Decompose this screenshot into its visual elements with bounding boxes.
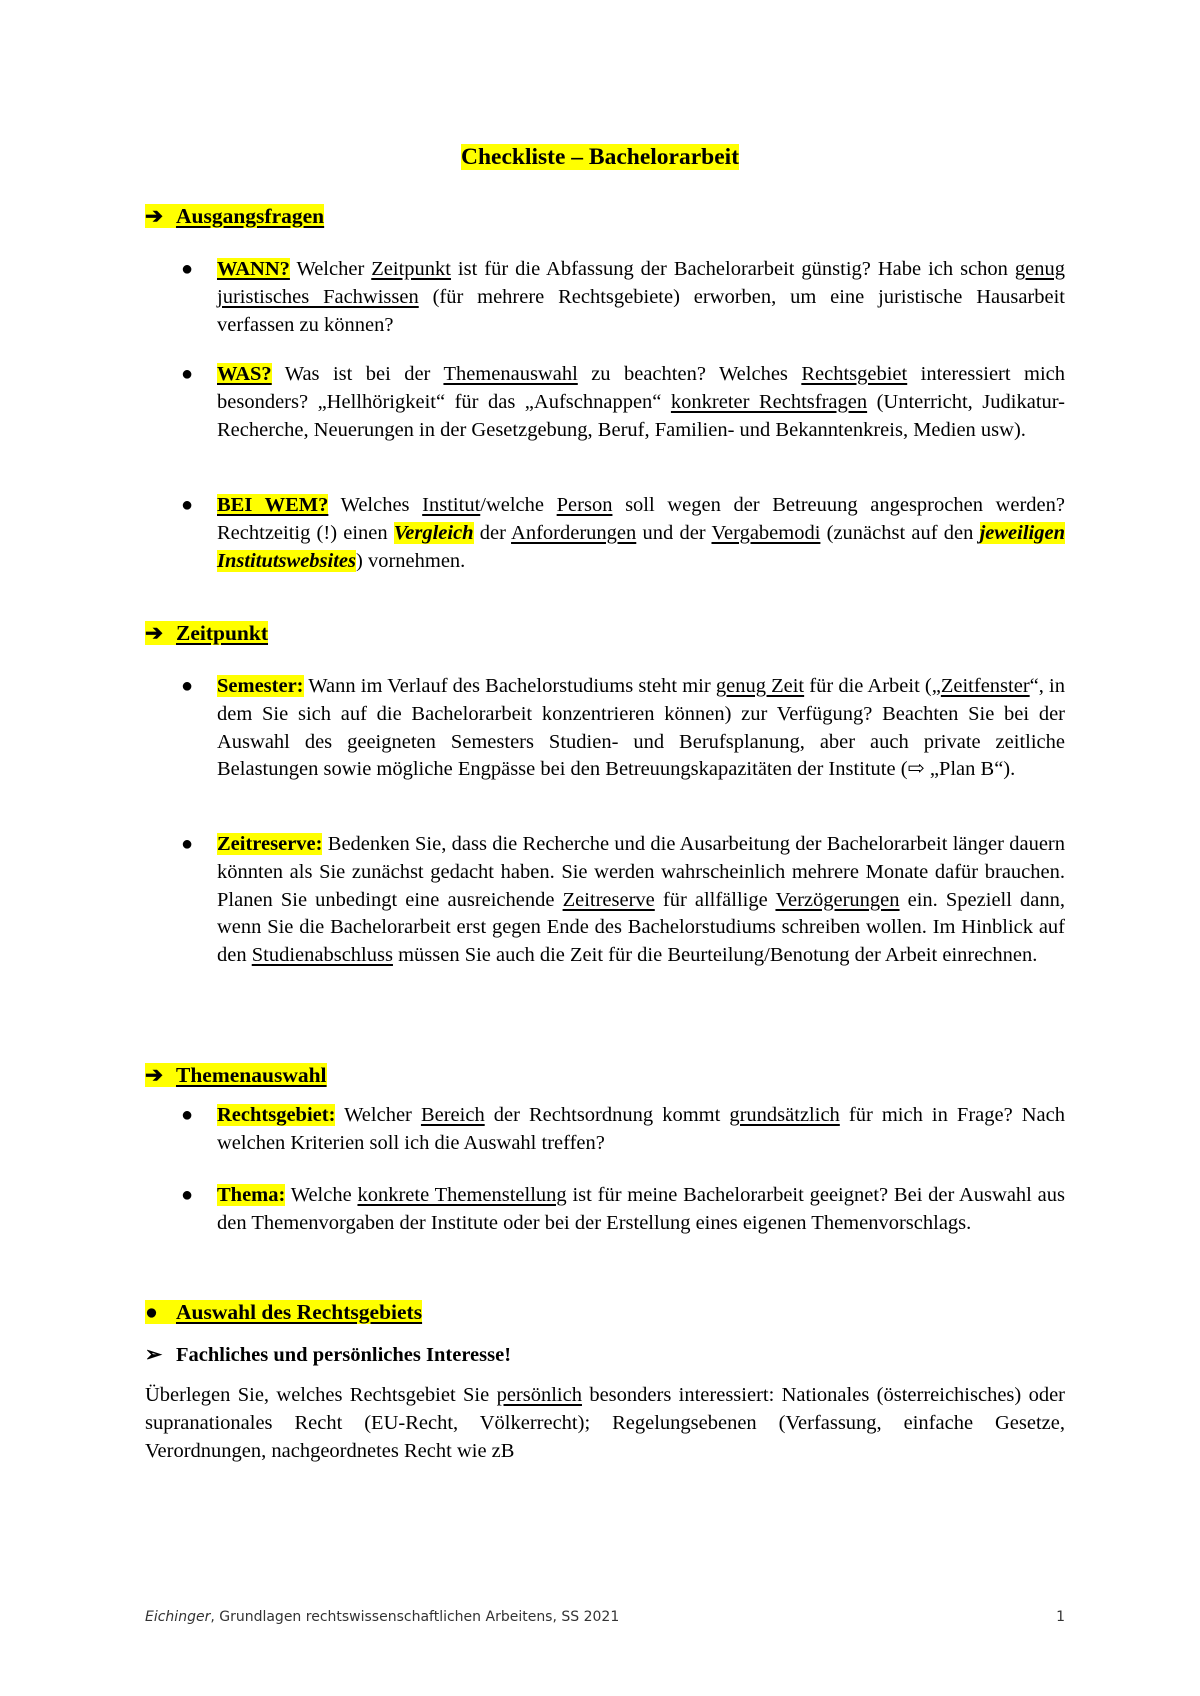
list-item-semester: ● Semester: Wann im Verlauf des Bachelorstudiums steht mir genug Zeit für die Arbeit („Zeitfenster“, in dem Sie sich auf die Bachelorarbeit konzentrieren können) zur Verfügung? Beachten Sie bei der Auswahl des geeigneten Semesters Studien- und Berufsplanung, aber auch private zeitliche Belastungen sowie mögliche Engpässe bei den Betreuungskapazitäten der Institute (⇨ „Plan B“).	[181, 675, 1065, 781]
bullet-icon: ●	[181, 833, 194, 855]
list-item-zeitreserve: ● Zeitreserve: Bedenken Sie, dass die Recherche und die Ausarbeitung der Bachelorarbeit länger dauern könnten als Sie zunächst gedacht haben. Sie werden wahrscheinlich mehrere Monate dafür brauchen. Planen Sie unbedingt eine ausreichende Zeitreserve für allfällige Verzögerungen ein. Speziell dann, wenn Sie die Bachelorarbeit erst gegen Ende des Bachelorstudiums schreiben wollen. Im Hinblick auf den Studienabschluss müssen Sie auch die Zeit für die Beurteilung/Benotung der Arbeit einrechnen.	[181, 833, 1065, 967]
bullet-icon: ●	[181, 1184, 194, 1206]
bullet-icon: ●	[181, 258, 194, 280]
list-item-rechtsgebiet: ● Rechtsgebiet: Welcher Bereich der Rechtsordnung kommt grundsätzlich für mich in Frage? Nach welchen Kriterien soll ich die Auswahl treffen?	[181, 1104, 1066, 1154]
page-number: 1	[1056, 1609, 1065, 1625]
subheading-interesse: ➢ Fachliches und persönliches Interesse!	[145, 1342, 511, 1370]
section-heading-themenauswahl: ➔ Themenauswahl	[145, 1062, 327, 1090]
bullet-icon: ●	[181, 363, 194, 385]
bullet-icon: ●	[181, 1104, 194, 1126]
bullet-icon: ●	[181, 675, 194, 697]
arrow-right-icon: ➔	[145, 204, 164, 228]
section-heading-auswahl-rechtsgebiet: ● Auswahl des Rechtsgebiets	[145, 1299, 422, 1327]
list-item-bei-wem: ● BEI WEM? Welches Institut/welche Person soll wegen der Betreuung angesprochen werden? Rechtzeitig (!) einen Vergleich der Anforderungen und der Vergabemodi (zunächst auf den jeweiligen Institutswebsites) vornehmen.	[181, 494, 1066, 572]
section-heading-ausgangsfragen: ➔ Ausgangsfragen	[145, 203, 324, 231]
bullet-icon: ●	[181, 494, 194, 516]
bullet-icon: ●	[145, 1300, 158, 1324]
arrow-right-icon: ➔	[145, 1063, 164, 1087]
page-title: Checkliste – Bachelorarbeit	[460, 144, 740, 170]
arrow-hollow-right-icon: ⇨	[907, 758, 925, 781]
paragraph-ueberlegen: Überlegen Sie, welches Rechtsgebiet Sie persönlich besonders interessiert: Nationales (österreichisches) oder supranationales Recht (EU-Recht, Völkerrecht); Regelungsebenen (Verfassung, einfache Gesetze, Verordnungen, nachgeordnetes Recht wie zB	[145, 1384, 1065, 1462]
list-item-wann: ● WANN? Welcher Zeitpunkt ist für die Abfassung der Bachelorarbeit günstig? Habe ich schon genug juristisches Fachwissen (für mehrere Rechtsgebiete) erworben, um eine juristische Hausarbeit verfassen zu können?	[181, 258, 1066, 336]
page-footer: Eichinger, Grundlagen rechtswissenschaftlichen Arbeitens, SS 2021 1	[145, 1604, 1065, 1632]
list-item-was: ● WAS? Was ist bei der Themenauswahl zu beachten? Welches Rechtsgebiet interessiert mich besonders? „Hellhörigkeit“ für das „Aufschnappen“ konkreter Rechtsfragen (Unterricht, Judikatur-Recherche, Neuerungen in der Gesetzgebung, Beruf, Familien- und Bekanntenkreis, Medien usw).	[181, 363, 1066, 441]
section-heading-zeitpunkt: ➔ Zeitpunkt	[145, 620, 268, 648]
arrowhead-right-icon: ➢	[145, 1344, 163, 1366]
arrow-right-icon: ➔	[145, 621, 164, 645]
list-item-thema: ● Thema: Welche konkrete Themenstellung ist für meine Bachelorarbeit geeignet? Bei der Auswahl aus den Themenvorgaben der Institute oder bei der Erstellung eines eigenen Themenvorschlags.	[181, 1184, 1065, 1234]
